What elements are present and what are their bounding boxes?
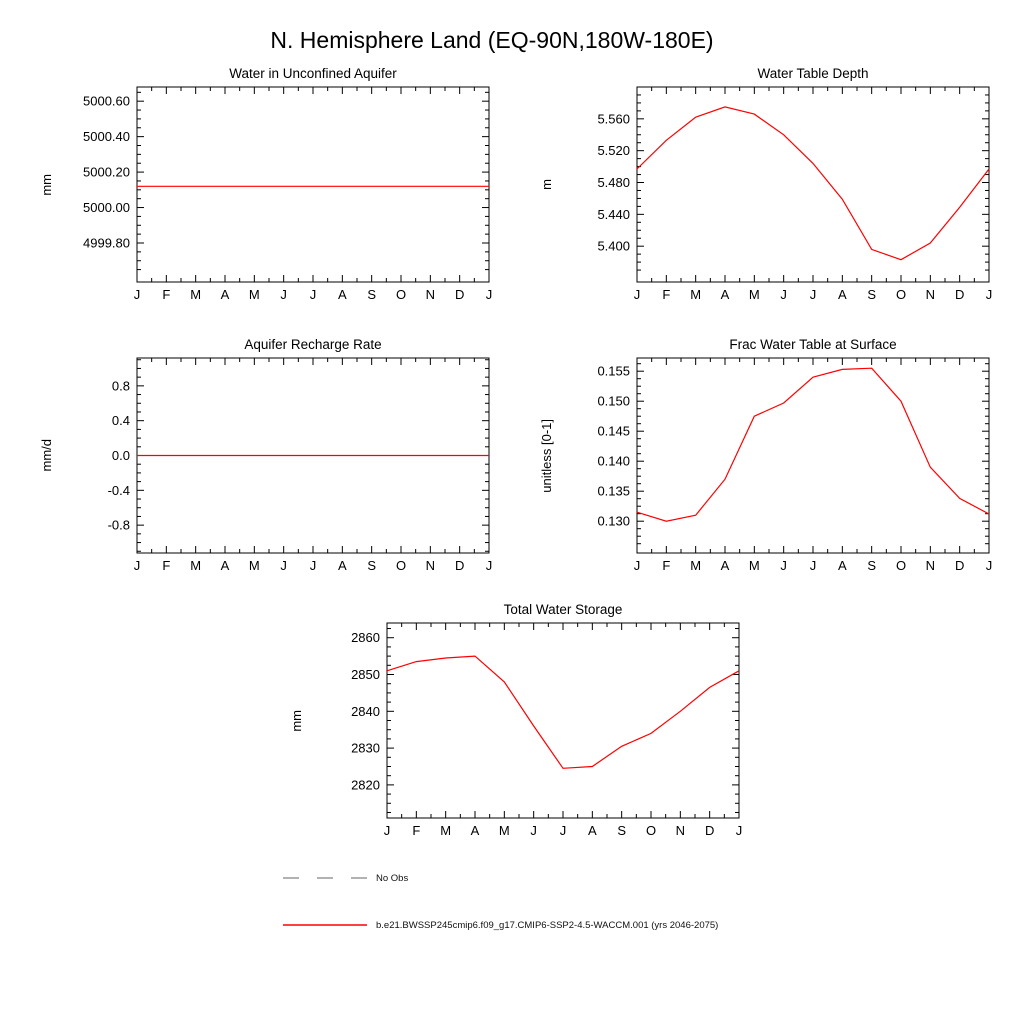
svg-text:J: J [280, 287, 287, 302]
svg-text:4999.80: 4999.80 [83, 235, 130, 251]
svg-text:J: J [735, 823, 743, 838]
svg-text:N: N [675, 823, 686, 838]
svg-text:J: J [633, 287, 641, 302]
legend-entry-no-obs [283, 872, 408, 884]
y-axis-label-water-in-unconfined-aquifer: mm [38, 173, 54, 196]
svg-text:D: D [954, 558, 965, 573]
svg-text:5000.60: 5000.60 [83, 93, 130, 109]
svg-text:J: J [309, 287, 317, 302]
legend-label-no-obs: No Obs [376, 872, 409, 884]
svg-text:0.135: 0.135 [597, 483, 630, 499]
svg-text:J: J [280, 558, 287, 573]
svg-text:J: J [780, 558, 787, 573]
no-obs-dashed-line-swatch [283, 872, 367, 884]
chart-title-aquifer-recharge-rate: Aquifer Recharge Rate [244, 337, 382, 352]
svg-text:0.4: 0.4 [111, 413, 130, 429]
chart-title-water-table-depth: Water Table Depth [757, 66, 869, 81]
svg-text:2820: 2820 [351, 777, 380, 793]
svg-text:J: J [809, 287, 817, 302]
svg-text:D: D [454, 287, 465, 302]
svg-text:D: D [704, 823, 715, 838]
panel-aquifer-recharge-rate [32, 335, 503, 586]
svg-text:M: M [440, 823, 452, 838]
plot-area-water-in-unconfined-aquifer [32, 86, 503, 315]
svg-text:J: J [559, 823, 567, 838]
svg-text:J: J [485, 287, 493, 302]
svg-text:J: J [133, 287, 141, 302]
plot-area-aquifer-recharge-rate [32, 357, 503, 586]
svg-text:F: F [162, 558, 171, 573]
svg-text:J: J [780, 287, 787, 302]
svg-text:M: M [248, 287, 260, 302]
svg-text:5000.00: 5000.00 [83, 200, 130, 216]
svg-text:O: O [645, 823, 657, 838]
svg-text:M: M [748, 558, 760, 573]
svg-text:O: O [895, 287, 907, 302]
svg-text:2860: 2860 [351, 630, 380, 646]
svg-text:M: M [690, 287, 702, 302]
svg-text:O: O [895, 558, 907, 573]
plot-area-total-water-storage [282, 622, 753, 851]
plot-area-frac-water-table-at-surface [532, 357, 1003, 586]
svg-text:A: A [837, 558, 847, 573]
svg-text:2840: 2840 [351, 703, 380, 719]
svg-text:0.155: 0.155 [597, 363, 630, 379]
svg-text:5000.40: 5000.40 [83, 129, 130, 145]
chart-title-total-water-storage: Total Water Storage [503, 602, 623, 617]
svg-text:0.8: 0.8 [111, 378, 130, 394]
panel-frac-water-table-at-surface [532, 335, 1003, 586]
svg-text:S: S [367, 558, 377, 573]
svg-text:M: M [690, 558, 702, 573]
svg-text:F: F [412, 823, 421, 838]
svg-text:5.480: 5.480 [597, 175, 630, 191]
svg-text:2830: 2830 [351, 740, 380, 756]
svg-text:N: N [925, 558, 936, 573]
y-axis-label-frac-water-table-at-surface: unitless [0-1] [538, 418, 554, 493]
svg-text:S: S [617, 823, 627, 838]
svg-text:O: O [395, 558, 407, 573]
svg-text:M: M [190, 558, 202, 573]
svg-text:J: J [530, 823, 537, 838]
y-axis-label-aquifer-recharge-rate: mm/d [38, 439, 54, 472]
svg-text:A: A [720, 558, 730, 573]
svg-text:J: J [309, 558, 317, 573]
svg-text:A: A [470, 823, 480, 838]
panel-total-water-storage [282, 600, 753, 851]
svg-text:J: J [985, 558, 993, 573]
svg-text:N: N [425, 287, 436, 302]
svg-text:5.520: 5.520 [597, 143, 630, 159]
legend-entry-model-series [283, 919, 718, 931]
svg-text:M: M [498, 823, 510, 838]
svg-text:2850: 2850 [351, 667, 380, 683]
svg-text:A: A [337, 558, 347, 573]
panel-water-in-unconfined-aquifer [32, 64, 503, 315]
svg-text:5.400: 5.400 [597, 238, 630, 254]
svg-text:A: A [337, 287, 347, 302]
svg-text:A: A [837, 287, 847, 302]
svg-text:J: J [383, 823, 391, 838]
svg-text:-0.4: -0.4 [107, 482, 130, 498]
svg-text:0.150: 0.150 [597, 393, 630, 409]
svg-text:0.130: 0.130 [597, 513, 630, 529]
svg-text:J: J [809, 558, 817, 573]
svg-text:0.145: 0.145 [597, 423, 630, 439]
svg-text:5000.20: 5000.20 [83, 164, 130, 180]
svg-text:M: M [248, 558, 260, 573]
svg-text:N: N [425, 558, 436, 573]
svg-text:S: S [867, 558, 877, 573]
chart-title-water-in-unconfined-aquifer: Water in Unconfined Aquifer [229, 66, 397, 81]
svg-text:S: S [867, 287, 877, 302]
svg-text:5.440: 5.440 [597, 206, 630, 222]
model-series-line-swatch [283, 919, 367, 931]
svg-text:D: D [454, 558, 465, 573]
svg-text:D: D [954, 287, 965, 302]
svg-text:M: M [748, 287, 760, 302]
svg-text:J: J [633, 558, 641, 573]
svg-text:N: N [925, 287, 936, 302]
svg-text:A: A [587, 823, 597, 838]
plot-area-water-table-depth [532, 86, 1003, 315]
chart-title-frac-water-table-at-surface: Frac Water Table at Surface [729, 337, 897, 352]
y-axis-label-total-water-storage: mm [288, 709, 304, 732]
svg-text:F: F [662, 287, 671, 302]
y-axis-label-water-table-depth: m [538, 179, 554, 190]
svg-text:J: J [485, 558, 493, 573]
svg-text:5.560: 5.560 [597, 111, 630, 127]
panel-water-table-depth [532, 64, 1003, 315]
svg-text:A: A [220, 287, 230, 302]
svg-text:F: F [662, 558, 671, 573]
svg-text:A: A [720, 287, 730, 302]
svg-text:J: J [133, 558, 141, 573]
svg-text:A: A [220, 558, 230, 573]
svg-text:-0.8: -0.8 [107, 517, 130, 533]
legend-label-model-series: b.e21.BWSSP245cmip6.f09_g17.CMIP6-SSP2-4.5-WACCM.001 (yrs 2046-2075) [376, 919, 719, 931]
svg-text:J: J [985, 287, 993, 302]
figure-title: N. Hemisphere Land (EQ-90N,180W-180E) [270, 27, 714, 53]
svg-text:S: S [367, 287, 377, 302]
svg-text:0.0: 0.0 [111, 448, 130, 463]
svg-text:F: F [162, 287, 171, 302]
svg-text:M: M [190, 287, 202, 302]
svg-text:0.140: 0.140 [597, 453, 630, 469]
svg-text:O: O [395, 287, 407, 302]
